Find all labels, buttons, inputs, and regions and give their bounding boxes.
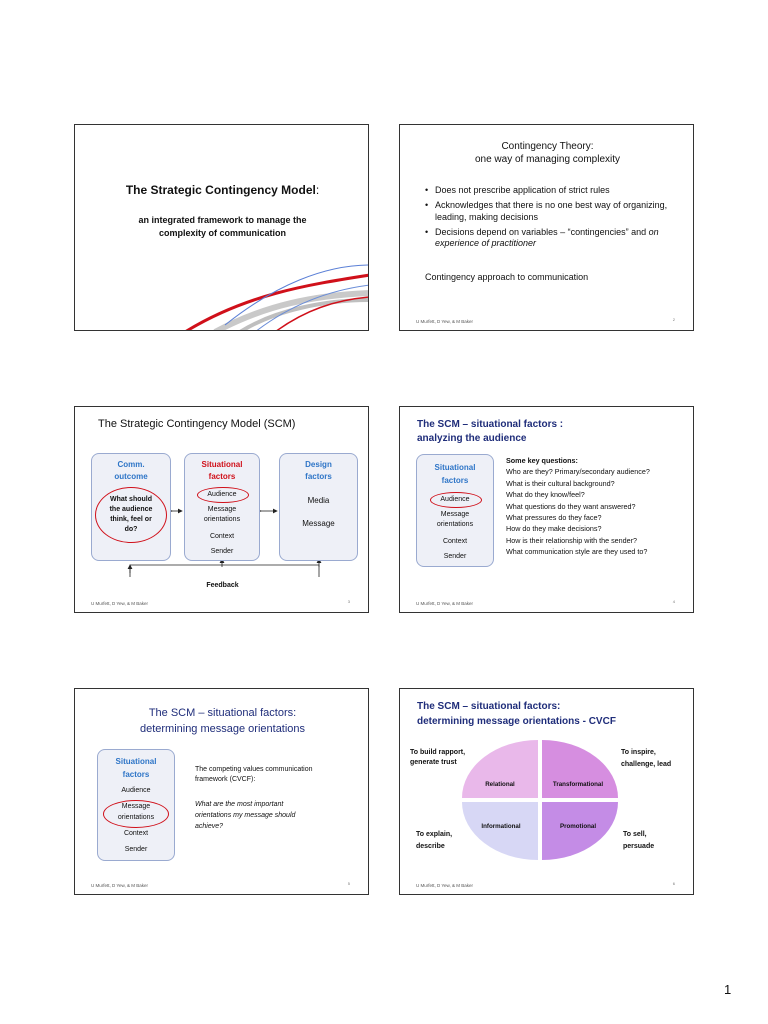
design-item: Media [307, 496, 330, 505]
box-item: Message [440, 511, 470, 518]
tl-line-1: To build rapport, [410, 749, 466, 756]
slide-6-title-2: determining message orientations - CVCF [417, 716, 616, 727]
question-item: How do they make decisions? [506, 524, 602, 534]
footer: U Murfett, D Yew, & M Baker [416, 601, 474, 606]
sit-item: Context [209, 533, 235, 540]
bullet-text: Decisions depend on variables – “contingencies” and [435, 226, 649, 237]
comm-title-1: Comm. [117, 460, 145, 469]
quadrant-relational [462, 740, 538, 798]
slide-5-title-2: determining message orientations [139, 723, 306, 735]
box-item: Message [121, 803, 151, 810]
question-item: What do they know/feel? [506, 490, 585, 500]
sit-title-2: factors [208, 472, 236, 481]
quadrant-promotional [542, 802, 618, 860]
bl-line-1: To explain, [416, 831, 453, 838]
slide-1 [74, 124, 369, 331]
footer: U Murfett, D Yew, & M Baker [91, 601, 149, 606]
box-title-1: Situational [115, 757, 157, 766]
page-number: 1 [724, 982, 732, 997]
slide-2-closing: Contingency approach to communication [425, 272, 589, 282]
question-item: Who are they? Primary/secondary audience? [506, 467, 650, 477]
decorative-swoosh [75, 125, 369, 331]
label-promotional: Promotional [559, 823, 597, 830]
slide-3-title: The Strategic Contingency Model (SCM) [98, 418, 296, 430]
box-title-2: factors [441, 476, 469, 485]
box-item: orientations [436, 521, 474, 528]
title-colon: : [315, 183, 320, 197]
quadrant-transformational [542, 740, 618, 798]
slide-number: 3 [347, 599, 350, 604]
br-line-1: To sell, [623, 831, 647, 838]
box-title-1: Situational [434, 463, 476, 472]
question-item: How is their relationship with the sender? [506, 535, 638, 545]
label-transformational: Transformational [552, 781, 604, 788]
comm-text: What should [110, 496, 152, 503]
feedback-label: Feedback [206, 582, 239, 589]
comm-text: do? [124, 526, 138, 533]
question-line-1: What are the most important [195, 801, 284, 808]
title-text: The Strategic Contingency Model [125, 183, 316, 197]
slide-4 [399, 406, 694, 613]
box-item: Sender [443, 553, 467, 560]
box-item: Context [442, 538, 468, 545]
questions-heading: Some key questions: [506, 456, 578, 465]
question-item: What is their cultural background? [506, 478, 615, 488]
slide-1-subtitle-1: an integrated framework to manage the [138, 215, 307, 225]
sit-item: Message [207, 506, 237, 513]
slide-2-title-1: Contingency Theory: [501, 141, 594, 152]
situational-factors-box [97, 749, 175, 861]
question-item: What pressures do they face? [506, 513, 602, 523]
slide-number: 4 [672, 599, 675, 604]
cvcf-diagram [400, 689, 694, 895]
question-item: What questions do they want answered? [506, 501, 636, 511]
bullet-italic: on experience of practitioner [435, 226, 659, 248]
tl-line-2: generate trust [410, 759, 457, 766]
comm-outcome-box [91, 453, 171, 561]
footer: U Murfett, D Yew, & M Baker [91, 883, 149, 888]
slide-6 [399, 688, 694, 895]
footer: U Murfett, D Yew, & M Baker [416, 883, 474, 888]
slide-6-title-1: The SCM – situational factors: [417, 701, 561, 712]
sit-title-1: Situational [201, 460, 243, 469]
box-item: Audience [121, 787, 151, 794]
comm-title-2: outcome [114, 472, 148, 481]
situational-factors-box [416, 454, 494, 567]
slide-1-subtitle-2: complexity of communication [158, 228, 287, 238]
label-informational: Informational [481, 823, 521, 830]
box-item: Audience [440, 496, 470, 503]
design-title-2: factors [305, 472, 332, 481]
slide-4-title-1: The SCM – situational factors : [417, 419, 564, 430]
slide-number: 5 [347, 881, 350, 886]
question-line-2: orientations my message should [195, 812, 296, 819]
label-relational: Relational [485, 781, 515, 788]
quadrant-informational [462, 802, 538, 860]
slide-5 [74, 688, 369, 895]
slide-4-title-2: analyzing the audience [417, 433, 527, 444]
slide-2-bullet-list [425, 185, 685, 253]
situational-factors-box [184, 453, 260, 561]
box-item: Context [123, 830, 149, 837]
tr-line-2: challenge, lead [621, 761, 672, 768]
box-item: Sender [124, 846, 148, 853]
sit-item: Sender [210, 548, 234, 555]
key-questions [506, 455, 691, 558]
slide-3 [74, 406, 369, 613]
tr-line-1: To inspire, [621, 749, 656, 756]
comm-text: the audience [109, 506, 153, 513]
sit-item: orientations [203, 516, 241, 523]
question-item: What communication style are they used to? [506, 547, 648, 557]
slide-number: 2 [672, 317, 675, 322]
slide-2-title-2: one way of managing complexity [474, 154, 621, 165]
question-line-3: achieve? [195, 823, 224, 830]
bullet-item: • Acknowledges that there is no one best way of organizing, leading, making decisions [435, 200, 685, 223]
bl-line-2: describe [416, 843, 445, 850]
design-item: Message [302, 519, 335, 528]
design-factors-box [279, 453, 358, 561]
box-item: orientations [117, 814, 155, 821]
design-title-1: Design [305, 460, 332, 469]
bullet-item [435, 227, 685, 250]
box-title-2: factors [122, 770, 150, 779]
slide-number: 6 [672, 881, 675, 886]
footer: U Murfett, D Yew, & M Baker [416, 319, 474, 324]
bullet-item: • Does not prescribe application of strict rules [435, 185, 685, 196]
sit-item: Audience [207, 491, 237, 498]
slide-2 [399, 124, 694, 331]
cvcf-line-1: The competing values communication [195, 766, 313, 773]
slide-5-title-1: The SCM – situational factors: [148, 707, 297, 719]
cvcf-line-2: framework (CVCF): [195, 776, 256, 783]
comm-text: think, feel or [110, 516, 152, 523]
br-line-2: persuade [623, 843, 655, 850]
